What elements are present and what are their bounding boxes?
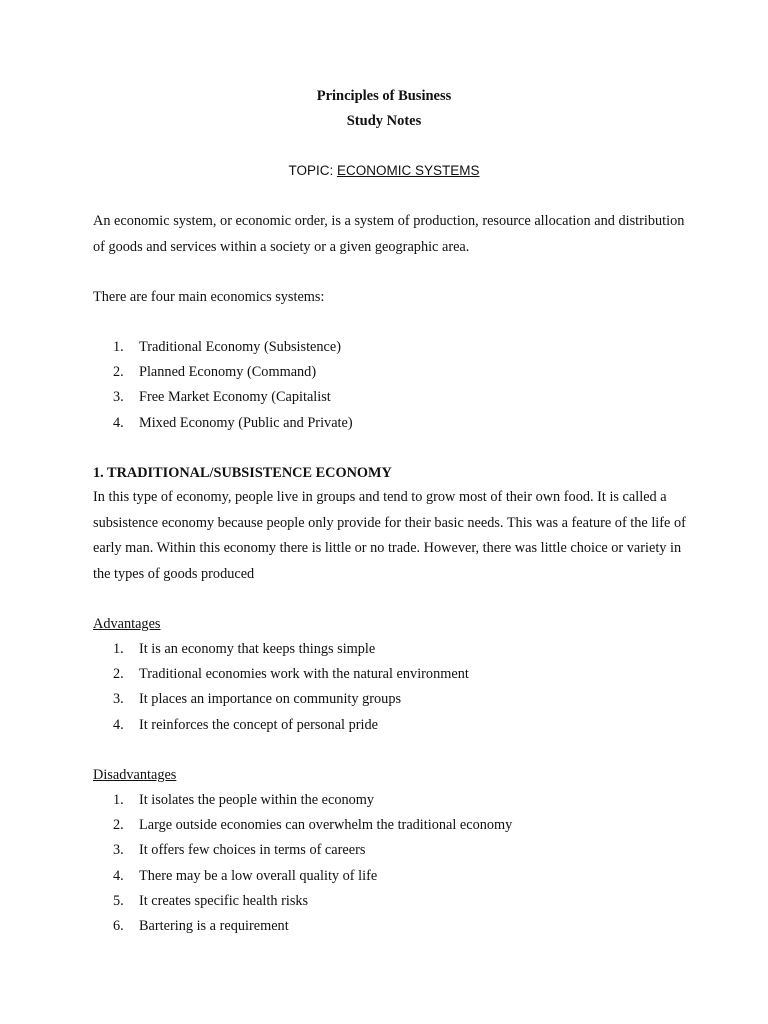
- list-number: 4.: [113, 867, 124, 884]
- list-text: Bartering is a requirement: [139, 917, 289, 934]
- list-number: 1.: [113, 339, 124, 355]
- list-text: It creates specific health risks: [139, 892, 309, 909]
- four-systems-intro: There are four main economics systems:: [93, 289, 325, 305]
- list-text: It isolates the people within the economy: [139, 792, 375, 808]
- list-number: 1.: [113, 641, 124, 657]
- list-text: It is an economy that keeps things simple: [139, 641, 376, 657]
- list-number: 4.: [113, 716, 124, 733]
- list-text: Planned Economy (Command): [139, 364, 317, 381]
- disadvantages-heading: Disadvantages: [93, 767, 177, 783]
- list-number: 1.: [113, 792, 124, 808]
- list-number: 5.: [113, 892, 124, 909]
- list-number: 2.: [113, 666, 124, 683]
- section-heading: 1. TRADITIONAL/SUBSISTENCE ECONOMY: [93, 465, 392, 481]
- list-number: 2.: [113, 817, 124, 834]
- list-number: 3.: [113, 389, 124, 406]
- list-number: 3.: [113, 842, 124, 859]
- topic-prefix: TOPIC:: [288, 163, 337, 178]
- list-text: Traditional economies work with the natural environment: [139, 666, 469, 683]
- list-number: 3.: [113, 691, 124, 708]
- list-text: Large outside economies can overwhelm the traditional economy: [139, 817, 513, 834]
- list-text: It offers few choices in terms of careers: [139, 842, 366, 859]
- list-number: 6.: [113, 917, 124, 934]
- intro-paragraph: An economic system, or economic order, is a system of production, resource allocation and distribution of goods and services within a society or a given geographic area.: [93, 213, 685, 255]
- list-number: 4.: [113, 414, 124, 431]
- document-title: Principles of Business: [316, 88, 452, 104]
- list-text: Traditional Economy (Subsistence): [139, 339, 341, 355]
- topic-line: [0, 163, 768, 178]
- advantages-heading: Advantages: [93, 616, 161, 632]
- list-text: It reinforces the concept of personal pride: [139, 716, 378, 733]
- section-paragraph: In this type of economy, people live in groups and tend to grow most of their own food. It is called a subsistence economy because people only provide for their basic needs. This was a feature of the life of early man. Within this economy there is little or no trade. However, there was little choice or variety in the types of goods produced: [93, 489, 686, 582]
- list-text: It places an importance on community groups: [139, 691, 402, 708]
- list-text: Mixed Economy (Public and Private): [139, 414, 353, 431]
- list-number: 2.: [113, 364, 124, 381]
- topic-name: ECONOMIC SYSTEMS: [337, 163, 480, 178]
- list-text: Free Market Economy (Capitalist: [139, 389, 331, 406]
- list-text: There may be a low overall quality of life: [139, 867, 378, 884]
- document-subtitle: Study Notes: [346, 113, 422, 129]
